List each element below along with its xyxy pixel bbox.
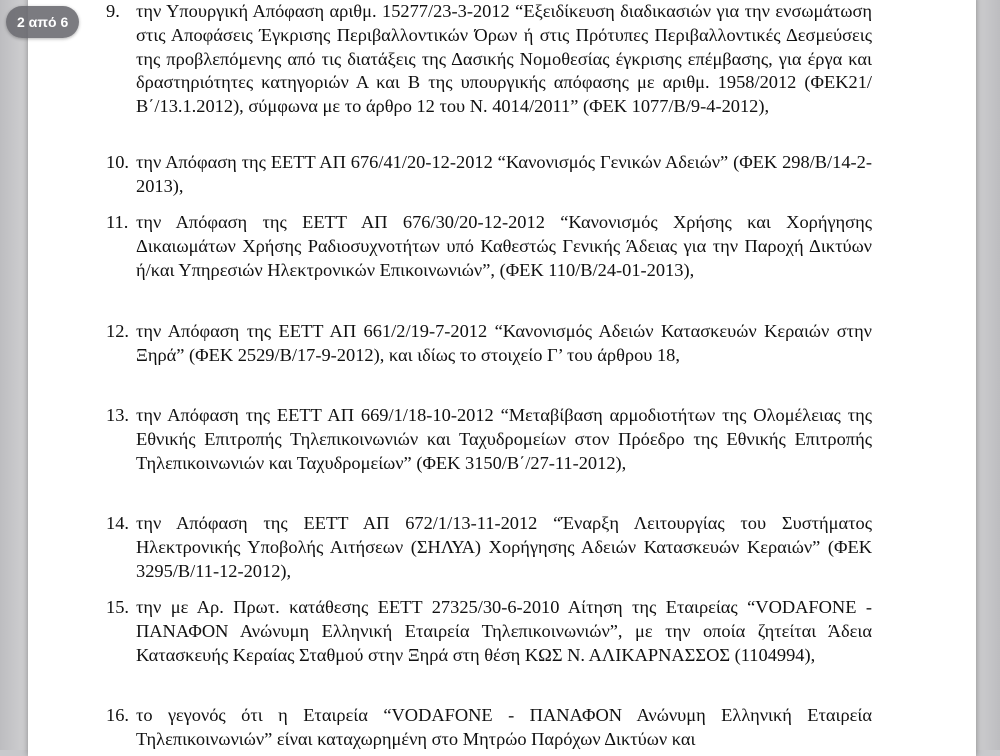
list-item-text: την Απόφαση της ΕΕΤΤ ΑΠ 661/2/19-7-2012 “Κανονισμός Αδειών Κατασκευών Κεραιών στην Ξηρά” (ΦΕΚ 2529/Β/17-9-2012), και ιδίως το στοιχείο Γ’ του άρθρου 18, bbox=[136, 321, 872, 365]
list-item-number: 13. bbox=[106, 405, 129, 425]
list-item-text: την Απόφαση της ΕΕΤΤ ΑΠ 672/1/13-11-2012 “Έναρξη Λειτουργίας του Συστήματος Ηλεκτρονικής Υποβολής Αιτήσεων (ΣΗΛΥΑ) Χορήγησης Αδειών Κατασκευών Κεραιών” (ΦΕΚ 3295/Β/11-12-2012), bbox=[136, 513, 872, 581]
page-indicator-badge[interactable] bbox=[6, 6, 79, 38]
list-item-number: 14. bbox=[106, 513, 129, 533]
list-item-text: την Απόφαση της ΕΕΤΤ ΑΠ 676/30/20-12-2012 “Κανονισμός Χρήσης και Χορήγησης Δικαιωμάτων Χρήσης Ραδιοσυχνοτήτων υπό Καθεστώς Γενικής Άδειας για την Παροχή Δικτύων ή/και Υπηρεσιών Ηλεκτρονικών Επικοινωνιών”, (ΦΕΚ 110/Β/24-01-2013), bbox=[136, 212, 872, 280]
list-item-text: την Απόφαση της ΕΕΤΤ ΑΠ 676/41/20-12-2012 “Κανονισμός Γενικών Αδειών” (ΦΕΚ 298/Β/14-2-2013), bbox=[136, 152, 872, 196]
list-item-number: 11. bbox=[106, 212, 129, 232]
list-item-text: την με Αρ. Πρωτ. κατάθεσης ΕΕΤΤ 27325/30-6-2010 Αίτηση της Εταιρείας “VODAFONE - ΠΑΝΑΦΟΝ Ανώνυμη Ελληνική Εταιρεία Τηλεπικοινωνιών”, με την οποία ζητείται Άδεια Κατασκευής Κεραίας Σταθμού στην Ξηρά στη θέση ΚΩΣ Ν. ΑΛΙΚΑΡΝΑΣΣΟΣ (1104994), bbox=[136, 597, 872, 665]
page-indicator-label: 2 από 6 bbox=[17, 14, 69, 30]
list-item-number: 15. bbox=[106, 597, 129, 617]
list-item-number: 9. bbox=[106, 1, 120, 21]
list-item-number: 10. bbox=[106, 152, 129, 172]
list-item-text: την Απόφαση της ΕΕΤΤ ΑΠ 669/1/18-10-2012 “Μεταβίβαση αρμοδιοτήτων της Ολομέλειας της Εθνικής Επιτροπής Τηλεπικοινωνιών και Ταχυδρομείων στον Πρόεδρο της Εθνικής Επιτροπής Τηλεπικοινωνιών και Ταχυδρομείων” (ΦΕΚ 3150/Β΄/27-11-2012), bbox=[136, 405, 872, 473]
list-item-number: 12. bbox=[106, 321, 129, 341]
list-item-text: την Υπουργική Απόφαση αριθμ. 15277/23-3-2012 “Εξειδίκευση διαδικασιών για την ενσωμάτωση στις Αποφάσεις Έγκρισης Περιβαλλοντικών Όρων ή στις Πρότυπες Περιβαλλοντικές Δεσμεύσεις της προβλεπόμενης από τις διατάξεις της Δασικής Νομοθεσίας έγκρισης επέμβασης, για έργα και δραστηριότητες κατηγοριών Α και Β της υπουργικής απόφασης με αριθμ. 1958/2012 (ΦΕΚ21/Β΄/13.1.2012), σύμφωνα με το άρθρο 12 του Ν. 4014/2011” (ΦΕΚ 1077/Β/9-4-2012), bbox=[136, 1, 872, 117]
list-item-text: το γεγονός ότι η Εταιρεία “VODAFONE - ΠΑΝΑΦΟΝ Ανώνυμη Ελληνική Εταιρεία Τηλεπικοινωνιών” είναι καταχωρημένη στο Μητρώο Παρόχων Δικτύων και bbox=[136, 705, 872, 749]
document-page[interactable] bbox=[28, 0, 976, 756]
list-item-number: 16. bbox=[106, 705, 129, 725]
